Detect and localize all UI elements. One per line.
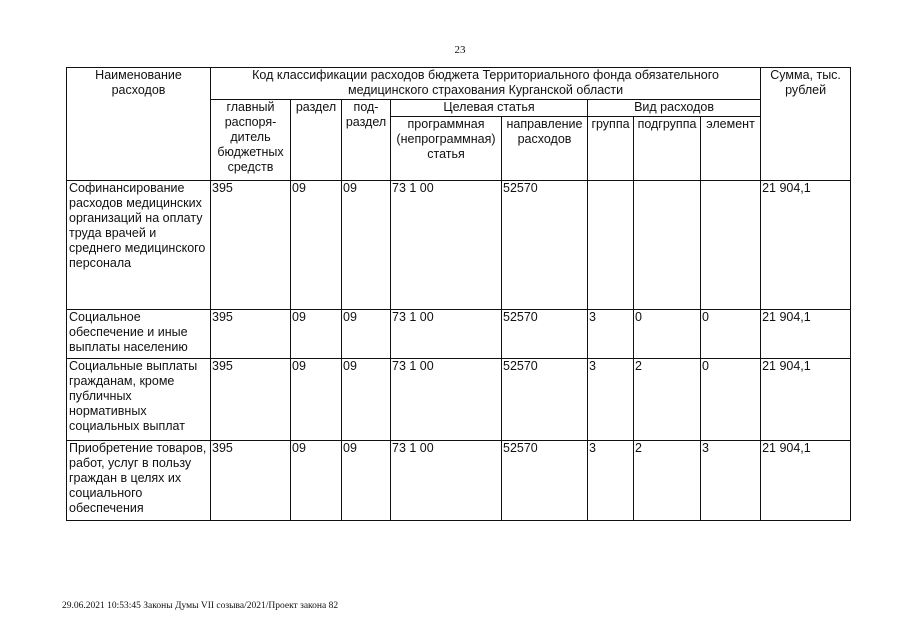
row-sum: 21 904,1	[761, 181, 851, 310]
header-subgroup: подгруппа	[634, 117, 701, 181]
table-row	[67, 310, 851, 359]
table-row	[67, 441, 851, 521]
row-sum: 21 904,1	[761, 359, 851, 441]
header-name: Наименование расходов	[67, 68, 211, 181]
row-manager: 395	[211, 441, 291, 521]
header-target-article: Целевая статья	[391, 100, 588, 117]
row-subgroup: 2	[634, 359, 701, 441]
row-group: 3	[588, 359, 634, 441]
row-group: 3	[588, 310, 634, 359]
row-group: 3	[588, 441, 634, 521]
row-name: Социальное обеспечение и иные выплаты населению	[67, 310, 211, 359]
row-subgroup: 2	[634, 441, 701, 521]
row-program: 73 1 00	[391, 181, 502, 310]
row-manager: 395	[211, 181, 291, 310]
table-row	[67, 359, 851, 441]
row-section: 09	[291, 359, 342, 441]
row-manager: 395	[211, 310, 291, 359]
row-element: 0	[701, 310, 761, 359]
row-element	[701, 181, 761, 310]
table-row	[67, 181, 851, 310]
row-subsection: 09	[342, 181, 391, 310]
row-name: Софинансирование расходов медицинских организаций на оплату труда врачей и среднего медицинского персонала	[67, 181, 211, 310]
row-direction: 52570	[502, 441, 588, 521]
row-name: Приобретение товаров, работ, услуг в пользу граждан в целях их социального обеспечения	[67, 441, 211, 521]
row-program: 73 1 00	[391, 441, 502, 521]
row-manager: 395	[211, 359, 291, 441]
row-subsection: 09	[342, 310, 391, 359]
page-number: 23	[454, 44, 466, 56]
header-direction: направление расходов	[502, 117, 588, 181]
document-footer: 29.06.2021 10:53:45 Законы Думы VII созыва/2021/Проект закона 82	[62, 601, 339, 611]
budget-table	[66, 67, 851, 521]
header-element: элемент	[701, 117, 761, 181]
header-main-manager: главный распоря-дитель бюджетных средств	[211, 100, 291, 181]
header-code-group: Код классификации расходов бюджета Территориального фонда обязательного медицинского страхования Курганской области	[211, 68, 761, 100]
row-direction: 52570	[502, 181, 588, 310]
header-subsection: под-раздел	[342, 100, 391, 181]
row-subsection: 09	[342, 441, 391, 521]
header-program-article: программная (непрограммная) статья	[391, 117, 502, 181]
row-section: 09	[291, 310, 342, 359]
row-section: 09	[291, 441, 342, 521]
row-name: Социальные выплаты гражданам, кроме публичных нормативных социальных выплат	[67, 359, 211, 441]
row-sum: 21 904,1	[761, 441, 851, 521]
header-sum: Сумма, тыс. рублей	[761, 68, 851, 181]
row-subgroup: 0	[634, 310, 701, 359]
row-program: 73 1 00	[391, 310, 502, 359]
row-subsection: 09	[342, 359, 391, 441]
row-element: 3	[701, 441, 761, 521]
row-element: 0	[701, 359, 761, 441]
row-subgroup	[634, 181, 701, 310]
row-program: 73 1 00	[391, 359, 502, 441]
row-direction: 52570	[502, 359, 588, 441]
header-group: группа	[588, 117, 634, 181]
header-section: раздел	[291, 100, 342, 181]
row-group	[588, 181, 634, 310]
row-sum: 21 904,1	[761, 310, 851, 359]
row-direction: 52570	[502, 310, 588, 359]
header-expense-type: Вид расходов	[588, 100, 761, 117]
row-section: 09	[291, 181, 342, 310]
